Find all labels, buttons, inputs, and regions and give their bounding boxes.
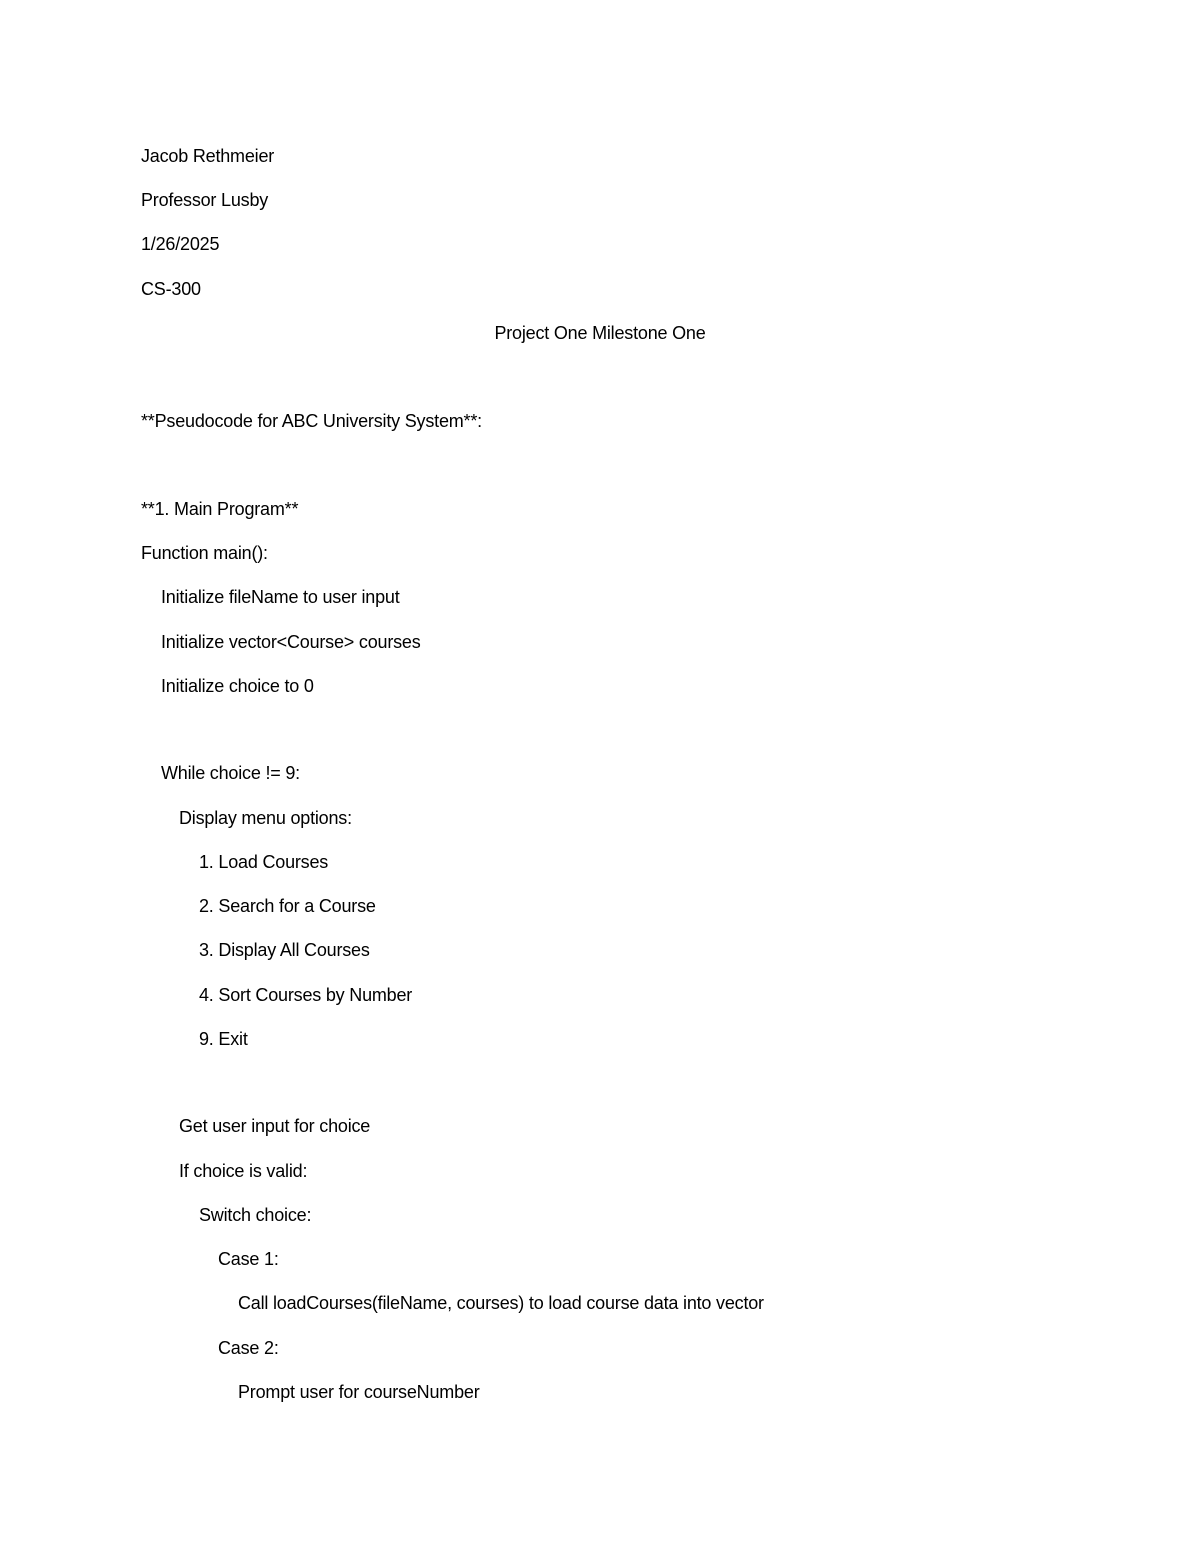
code-line: Function main(): xyxy=(141,543,268,563)
code-line: Initialize vector<Course> courses xyxy=(161,632,421,652)
main-program-heading: **1. Main Program** xyxy=(141,499,299,519)
code-line: Initialize fileName to user input xyxy=(161,587,400,607)
menu-option: 1. Load Courses xyxy=(199,852,329,872)
code-line: Call loadCourses(fileName, courses) to load course data into vector xyxy=(238,1293,764,1313)
professor-name: Professor Lusby xyxy=(141,190,269,210)
course-code: CS-300 xyxy=(141,279,201,299)
menu-option: 2. Search for a Course xyxy=(199,896,376,916)
menu-option: 9. Exit xyxy=(199,1029,248,1049)
menu-option: 3. Display All Courses xyxy=(199,940,370,960)
code-line: Initialize choice to 0 xyxy=(161,676,314,696)
code-line: Display menu options: xyxy=(179,808,352,828)
document-title: Project One Milestone One xyxy=(494,323,706,343)
code-line: Case 1: xyxy=(218,1249,279,1269)
code-line: Case 2: xyxy=(218,1338,279,1358)
code-line: Prompt user for courseNumber xyxy=(238,1382,480,1402)
section-heading: **Pseudocode for ABC University System**: xyxy=(141,411,482,431)
menu-option: 4. Sort Courses by Number xyxy=(199,985,413,1005)
code-line: While choice != 9: xyxy=(161,763,300,783)
author-name: Jacob Rethmeier xyxy=(141,146,275,166)
code-line: Switch choice: xyxy=(199,1205,312,1225)
code-line: If choice is valid: xyxy=(179,1161,308,1181)
date: 1/26/2025 xyxy=(141,234,220,254)
code-line: Get user input for choice xyxy=(179,1116,371,1136)
